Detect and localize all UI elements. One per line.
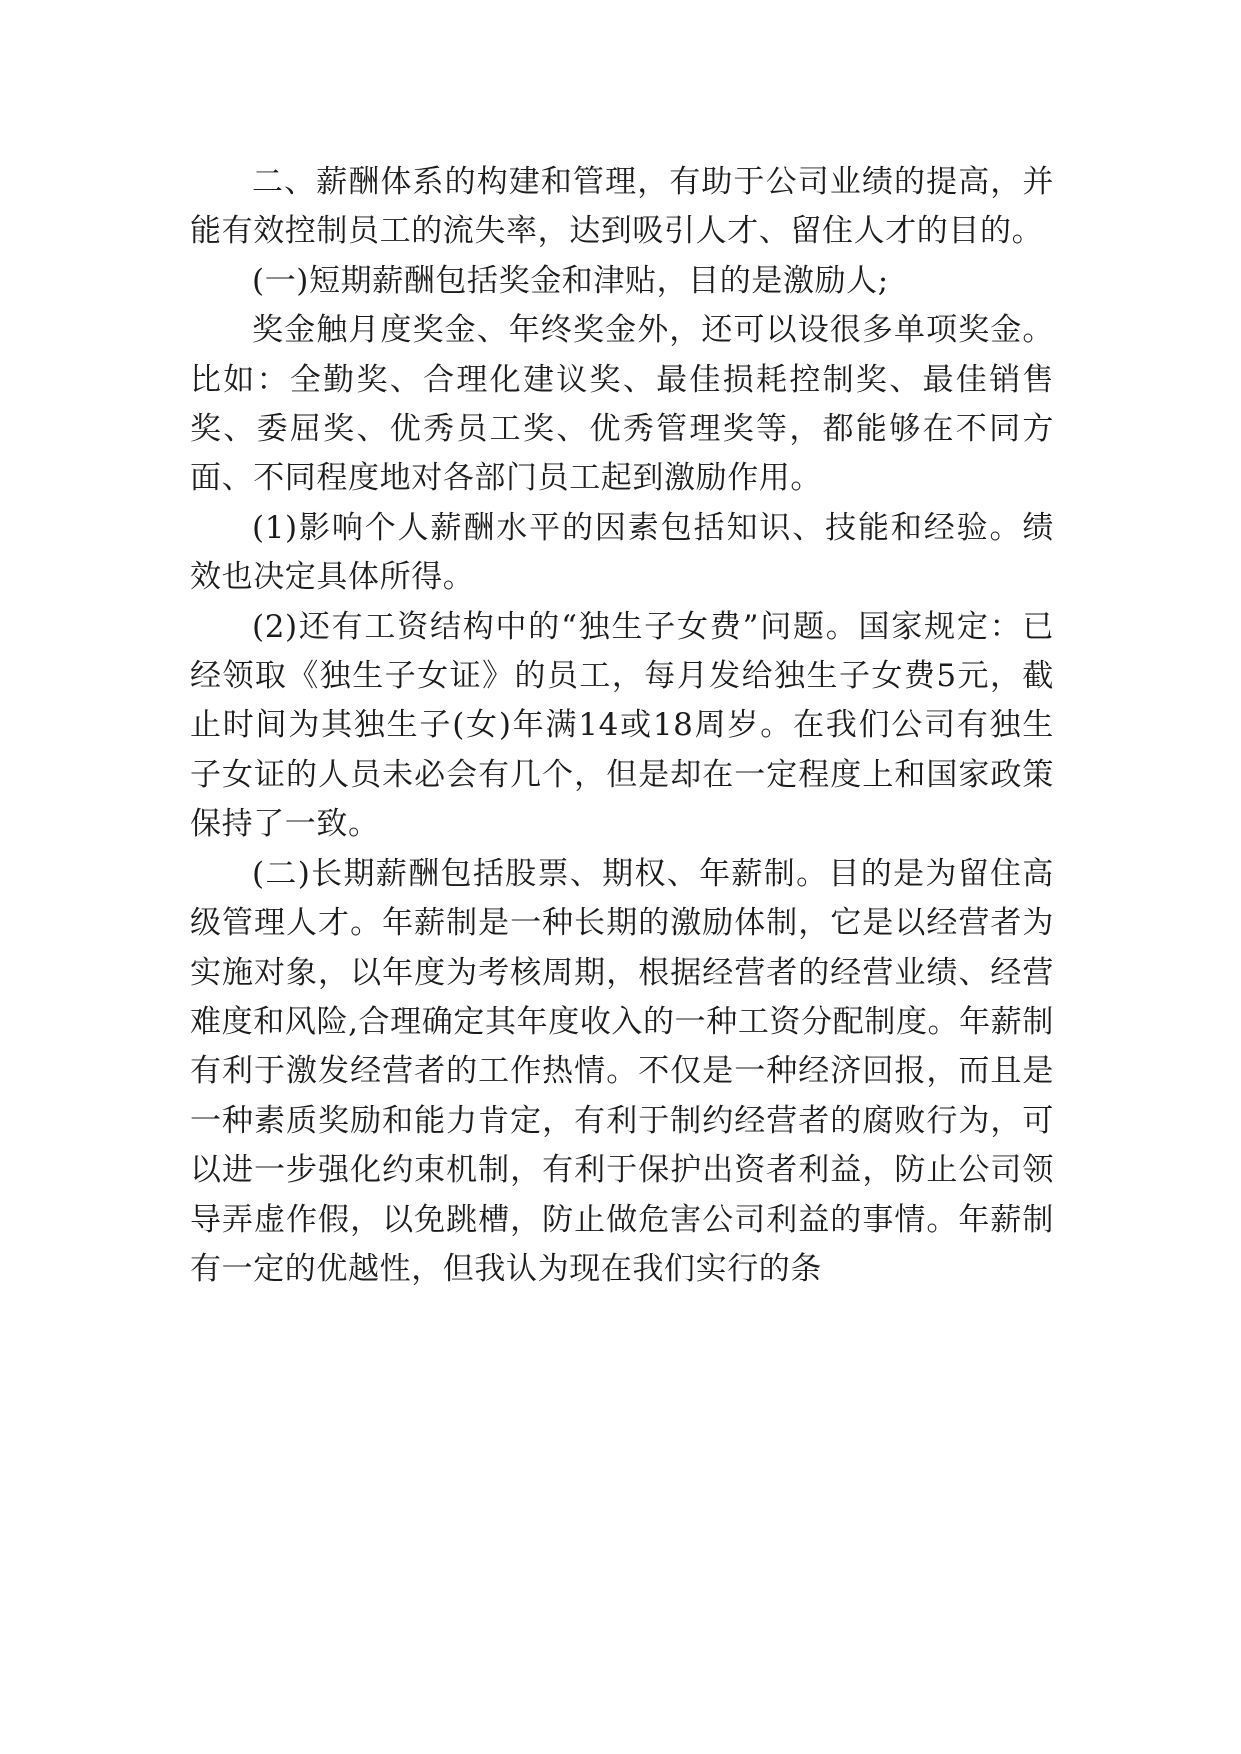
paragraph-only-child-fee: (2)还有工资结构中的“独生子女费”问题。国家规定：已经领取《独生子女证》的员工，每月发给独生子女费5元，截止时间为其独生子(女)年满14或18周岁。在我们公司有独生子女证的人员未必会有几个，但是却在一定程度上和国家政策保持了一致。: [190, 608, 1054, 843]
paragraph-long-term-pay: (二)长期薪酬包括股票、期权、年薪制。目的是为留住高级管理人才。年薪制是一种长期的激励体制，它是以经营者为实施对象，以年度为考核周期，根据经营者的经营业绩、经营难度和风险,合理确定其年度收入的一种工资分配制度。年薪制有利于激发经营者的工作热情。不仅是一种经济回报，而且是一种素质奖励和能力肯定，有利于制约经营者的腐败行为，可以进一步强化约束机制，有利于保护出资者利益，防止公司领导弄虚作假，以免跳槽，防止做危害公司利益的事情。年薪制有一定的优越性，但我认为现在我们实行的条: [190, 855, 1054, 1287]
paragraph-short-term-pay: (一)短期薪酬包括奖金和津贴，目的是激励人;: [252, 262, 889, 299]
document-body: [190, 158, 1054, 1294]
paragraph-pay-factors: (1)影响个人薪酬水平的因素包括知识、技能和经验。绩效也决定具体所得。: [190, 509, 1054, 596]
paragraph-bonuses: 奖金触月度奖金、年终奖金外，还可以设很多单项奖金。比如：全勤奖、合理化建议奖、最佳损耗控制奖、最佳销售奖、委屈奖、优秀员工奖、优秀管理奖等，都能够在不同方面、不同程度地对各部门员工起到激励作用。: [190, 312, 1054, 497]
paragraph-salary-system: 二、薪酬体系的构建和管理，有助于公司业绩的提高，并能有效控制员工的流失率，达到吸引人才、留住人才的目的。: [190, 164, 1054, 250]
